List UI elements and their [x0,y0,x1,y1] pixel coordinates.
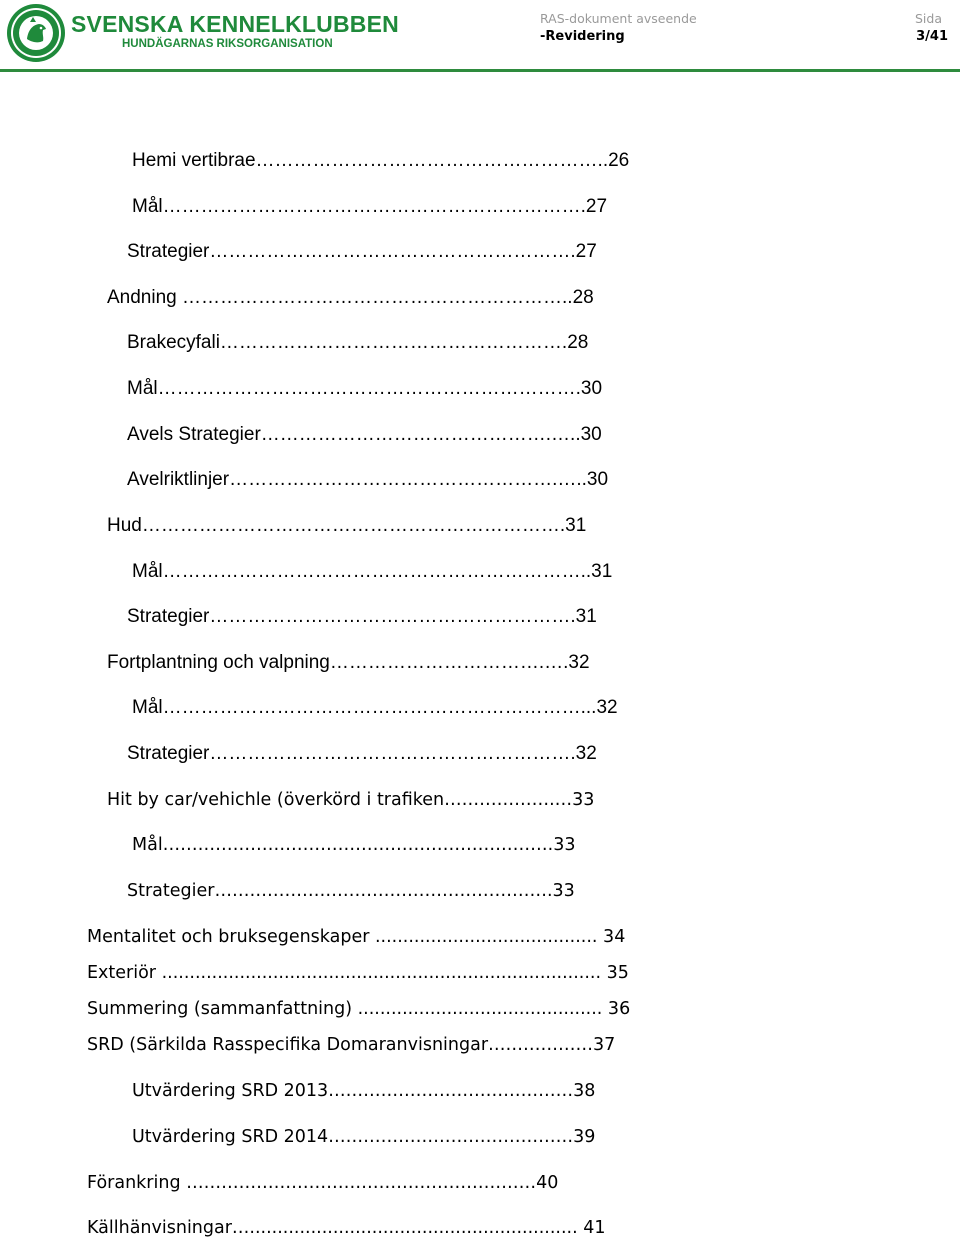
org-subtitle: HUNDÄGARNAS RIKSORGANISATION [122,38,333,50]
toc-entry[interactable]: Hud………………………………………………………….31 [107,515,587,536]
toc-entry[interactable]: Summering (sammanfattning) ............................................ 36 [87,999,631,1019]
toc-entry[interactable]: Mål………………………………………………………….27 [132,196,608,217]
toc-entry[interactable]: Strategier………………………………………………….32 [127,743,597,764]
toc-entry[interactable]: Strategier………………………………………………….27 [127,241,597,262]
toc-entry[interactable]: SRD (Särkilda Rasspecifika Domaranvisningar………………37 [87,1035,616,1055]
toc-entry[interactable]: Utvärdering SRD 2014……………………………………39 [132,1127,596,1147]
toc-entry[interactable]: Strategier………………………………………………….33 [127,881,575,901]
document-type: RAS-dokument avseende [540,11,697,26]
toc-entry[interactable]: Andning ……………………………………………………..28 [107,287,594,308]
toc-entry[interactable]: Mål…………………………………………………………..31 [132,561,613,582]
toc-entry[interactable]: Fortplantning och valpning…………………………….….32 [107,652,590,673]
toc-entry[interactable]: Exteriör ............................................................................... 35 [87,963,629,983]
page-label: Sida [914,11,942,26]
toc-entry[interactable]: Källhänvisningar…........................................................... 41 [87,1218,606,1238]
toc-entry[interactable]: Avelriktlinjer…………………………………………….…..30 [127,469,609,490]
toc-entry[interactable]: Brakecyfali……………………………………………….28 [127,332,589,353]
toc-entry[interactable]: Utvärdering SRD 2013……………………………………38 [132,1081,596,1101]
toc-entry[interactable]: Hemi vertibrae………………………………………………..26 [132,150,630,171]
toc-entry[interactable]: Mål………………………………………………………….30 [127,378,603,399]
toc-entry[interactable]: Strategier………………………………………………….31 [127,606,597,627]
toc-entry[interactable]: Mål………………………………………………………….33 [132,835,576,855]
toc-entry[interactable]: Hit by car/vehichle (överkörd i trafiken……………….…33 [107,790,595,810]
toc-entry[interactable]: Mentalitet och bruksegenskaper ........................................ 34 [87,927,626,947]
page-number: 3/41 [916,29,948,44]
toc-entry[interactable]: Mål…………………………………………………………...32 [132,697,618,718]
toc-entry[interactable]: Förankring ……………………………………………………40 [87,1173,559,1193]
toc-entry[interactable]: Avels Strategier……………………………………….…..30 [127,424,602,445]
document-title: -Revidering [540,29,625,44]
org-name: SVENSKA KENNELKLUBBEN [71,11,399,37]
